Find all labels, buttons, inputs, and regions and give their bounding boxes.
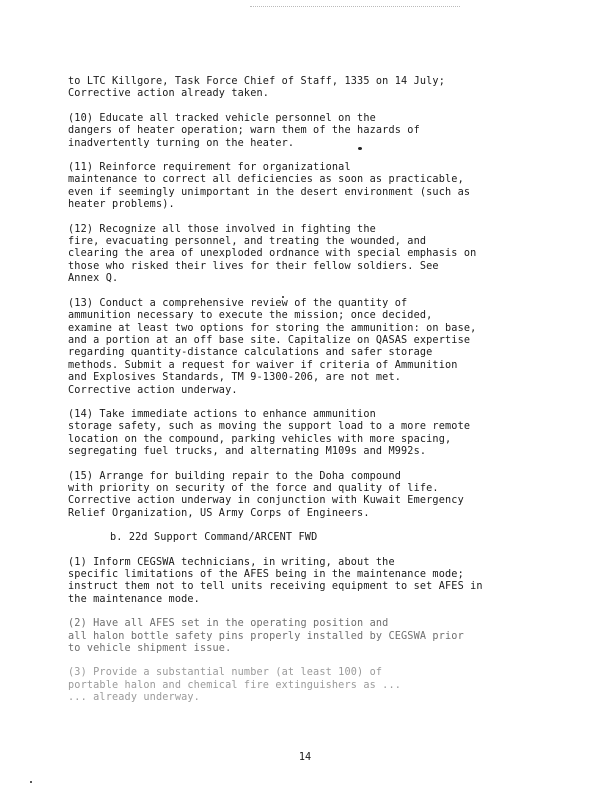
- continuation-text: to LTC Killgore, Task Force Chief of Staff, 1335 on 14 July; Corrective action already taken.: [68, 76, 446, 100]
- scan-speck: [358, 147, 362, 150]
- paragraph-13: (13) Conduct a comprehensive review of the quantity of ammunition necessary to execute the mission; once decided, examine at least two options for storing the ammunition: on base, and a portion at an off base site. Capitalize on QASAS expertise regarding quantity-distance calculations and safer storage methods. Submit a request for waiver if criteria of Ammunition and Explosives Standards, TM 9-1300-206, are not met. Corrective action underway.: [68, 297, 477, 396]
- subparagraph-1: (1) Inform CEGSWA technicians, in writing, about the specific limitations of the AFES being in the maintenance mode; instruct them not to tell units receiving equipment to set AFES in the maintenance mode.: [68, 556, 483, 605]
- paragraph-11: (11) Reinforce requirement for organizational maintenance to correct all deficiencies as soon as practicable, even if seemingly unimportant in the desert environment (such as heater problems).: [68, 162, 471, 211]
- paragraph-14: (14) Take immediate actions to enhance ammunition storage safety, such as moving the support load to a more remote location on the compound, parking vehicles with more spacing, segregating fuel trucks, and alternating M109s and M992s.: [68, 408, 471, 458]
- scan-speck: [282, 296, 284, 298]
- paragraph-10: (10) Educate all tracked vehicle personnel on the dangers of heater operation; warn them of the hazards of inadvertently turning on the heater.: [68, 112, 420, 149]
- paragraph-15: (15) Arrange for building repair to the Doha compound with priority on security of the force and quality of life. Corrective action underway in conjunction with Kuwait Emergency Relief Organization, US Army Corps of Engineers.: [68, 470, 464, 519]
- document-body: [68, 76, 560, 717]
- scan-speck: [30, 781, 32, 783]
- top-scan-line: [250, 6, 460, 7]
- paragraph-12: (12) Recognize all those involved in fighting the fire, evacuating personnel, and treating the wounded, and clearing the area of unexploded ordnance with special emphasis on those who risked their lives for their fellow soldiers. See Annex Q.: [68, 223, 477, 285]
- subparagraph-2: (2) Have all AFES set in the operating position and all halon bottle safety pins properly installed by CEGSWA prior to vehicle shipment issue.: [68, 618, 464, 655]
- section-heading: b. 22d Support Command/ARCENT FWD: [110, 532, 318, 544]
- page-number: 14: [298, 752, 312, 763]
- subparagraph-3: (3) Provide a substantial number (at least 100) of portable halon and chemical fire extinguishers as ... ... already underway.: [68, 667, 402, 704]
